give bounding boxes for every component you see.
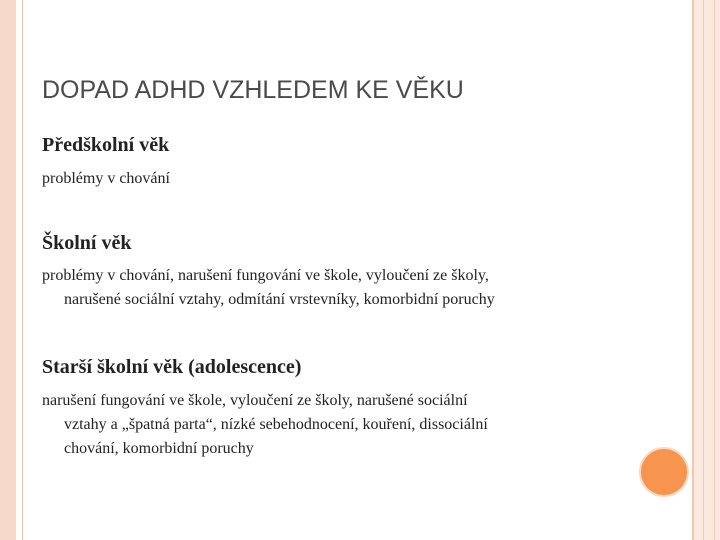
right-border-line bbox=[703, 0, 704, 540]
section-heading-preschool: Předškolní věk bbox=[42, 134, 170, 156]
body-line: problémy v chování bbox=[42, 170, 170, 187]
right-border-line bbox=[692, 0, 694, 540]
section-heading-adolescence: Starší školní věk (adolescence) bbox=[42, 356, 302, 378]
body-line: vztahy a „špatná parta“, nízké sebehodnocení, kouření, dissociální bbox=[64, 416, 488, 433]
section-body-adolescence bbox=[42, 389, 642, 461]
section-heading-school: Školní věk bbox=[42, 232, 132, 254]
body-line: chování, komorbidní poruchy bbox=[64, 440, 254, 457]
left-border-band bbox=[0, 0, 16, 540]
body-line: narušené sociální vztahy, odmítání vrstevníky, komorbidní poruchy bbox=[64, 291, 495, 308]
body-line: narušení fungování ve škole, vyloučení ze školy, narušené sociální bbox=[42, 392, 468, 409]
section-body-school bbox=[42, 264, 642, 312]
right-border-line bbox=[714, 0, 715, 540]
right-border-band bbox=[694, 0, 720, 540]
slide-title: DOPAD ADHD VZHLEDEM KE VĚKU bbox=[42, 76, 464, 104]
section-body-preschool bbox=[42, 167, 642, 191]
decorative-circle-icon bbox=[641, 449, 687, 495]
body-line: problémy v chování, narušení fungování ve škole, vyloučení ze školy, bbox=[42, 267, 489, 284]
left-border-line bbox=[22, 0, 23, 540]
